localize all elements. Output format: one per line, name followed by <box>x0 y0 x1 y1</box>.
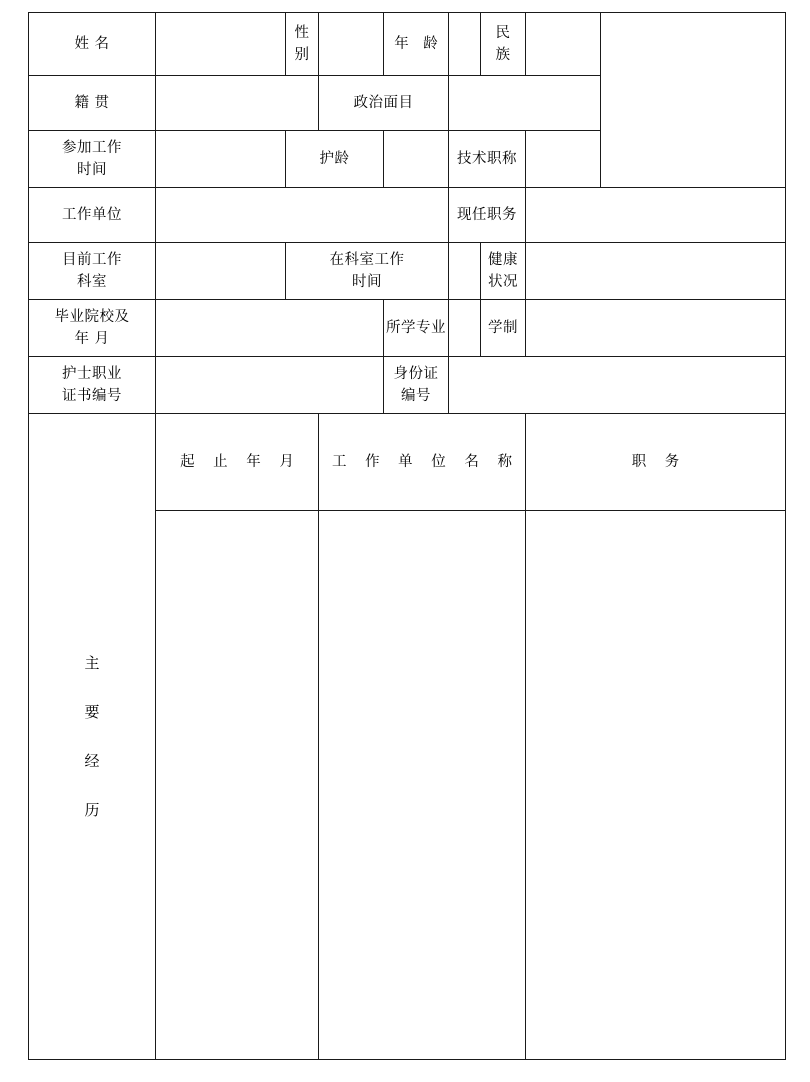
label-political-status: 政治面目 <box>319 76 449 131</box>
experience-side-label <box>29 414 156 1060</box>
field-age[interactable] <box>449 13 481 76</box>
label-current-department-line2: 科室 <box>77 274 107 290</box>
label-nurse-license-line1: 护士职业 <box>62 365 122 382</box>
experience-side-label-char-3: 历 <box>84 800 100 819</box>
field-graduation-school[interactable] <box>156 300 384 357</box>
table-row-current-department <box>29 243 786 300</box>
field-schooling-length[interactable] <box>526 300 786 357</box>
table-row-name <box>29 13 786 76</box>
label-ethnicity-line2: 族 <box>495 47 511 63</box>
label-graduation-school <box>29 300 156 357</box>
label-work-start-time <box>29 131 156 188</box>
experience-field-work-unit[interactable] <box>319 511 526 1060</box>
label-nurse-license-number <box>29 357 156 414</box>
field-health-status[interactable] <box>526 243 786 300</box>
label-ethnicity-line1: 民 <box>495 24 511 41</box>
label-work-start-line2: 时间 <box>77 162 107 178</box>
label-department-duration-line1: 在科室工作 <box>329 251 405 268</box>
field-ethnicity[interactable] <box>526 13 601 76</box>
experience-column-header-period: 起 止 年 月 <box>156 414 319 511</box>
table-row-work-unit <box>29 188 786 243</box>
label-current-department-line1: 目前工作 <box>62 251 122 268</box>
field-name[interactable] <box>156 13 286 76</box>
label-department-duration-line2: 时间 <box>352 274 382 290</box>
experience-field-period[interactable] <box>156 511 319 1060</box>
label-nurse-license-line2: 证书编号 <box>62 388 122 404</box>
label-nursing-years: 护龄 <box>286 131 384 188</box>
field-department-duration[interactable] <box>449 243 481 300</box>
label-health-status <box>481 243 526 300</box>
field-major[interactable] <box>449 300 481 357</box>
label-current-position: 现任职务 <box>449 188 526 243</box>
label-gender-line1: 性 <box>294 24 310 41</box>
label-name: 姓 名 <box>29 13 156 76</box>
experience-field-position[interactable] <box>526 511 786 1060</box>
label-age: 年 龄 <box>384 13 449 76</box>
label-technical-title: 技术职称 <box>449 131 526 188</box>
label-major: 所学专业 <box>384 300 449 357</box>
nurse-information-form <box>28 12 785 1053</box>
experience-side-label-text <box>29 639 155 835</box>
label-health-status-line2: 状况 <box>488 274 518 290</box>
table-row-nurse-license <box>29 357 786 414</box>
experience-column-header-work-unit: 工 作 单 位 名 称 <box>319 414 526 511</box>
label-graduation-school-line1: 毕业院校及 <box>54 308 130 325</box>
label-schooling-length: 学制 <box>481 300 526 357</box>
label-gender-line2: 别 <box>294 47 310 63</box>
field-current-position[interactable] <box>526 188 786 243</box>
label-id-number-line1: 身份证 <box>393 365 439 382</box>
field-native-place[interactable] <box>156 76 319 131</box>
field-political-status[interactable] <box>449 76 601 131</box>
table-row-graduation-school <box>29 300 786 357</box>
field-gender[interactable] <box>319 13 384 76</box>
label-current-department <box>29 243 156 300</box>
label-graduation-school-line2: 年 月 <box>74 331 110 347</box>
field-id-number[interactable] <box>449 357 786 414</box>
photo-placeholder-cell[interactable] <box>601 13 786 188</box>
label-work-unit: 工作单位 <box>29 188 156 243</box>
field-current-department[interactable] <box>156 243 286 300</box>
experience-side-label-char-2: 经 <box>84 751 100 770</box>
field-work-unit[interactable] <box>156 188 449 243</box>
experience-side-label-char-0: 主 <box>84 653 100 672</box>
label-native-place: 籍 贯 <box>29 76 156 131</box>
field-nursing-years[interactable] <box>384 131 449 188</box>
field-nurse-license-number[interactable] <box>156 357 384 414</box>
label-gender <box>286 13 319 76</box>
form-table <box>28 12 786 1060</box>
field-work-start-time[interactable] <box>156 131 286 188</box>
label-department-duration <box>286 243 449 300</box>
label-health-status-line1: 健康 <box>488 251 518 268</box>
field-technical-title[interactable] <box>526 131 601 188</box>
label-id-number-line2: 编号 <box>401 388 431 404</box>
label-id-number <box>384 357 449 414</box>
experience-column-header-position: 职 务 <box>526 414 786 511</box>
experience-side-label-char-1: 要 <box>84 702 100 721</box>
label-ethnicity <box>481 13 526 76</box>
label-work-start-line1: 参加工作 <box>62 139 122 156</box>
experience-header-row <box>29 414 786 511</box>
